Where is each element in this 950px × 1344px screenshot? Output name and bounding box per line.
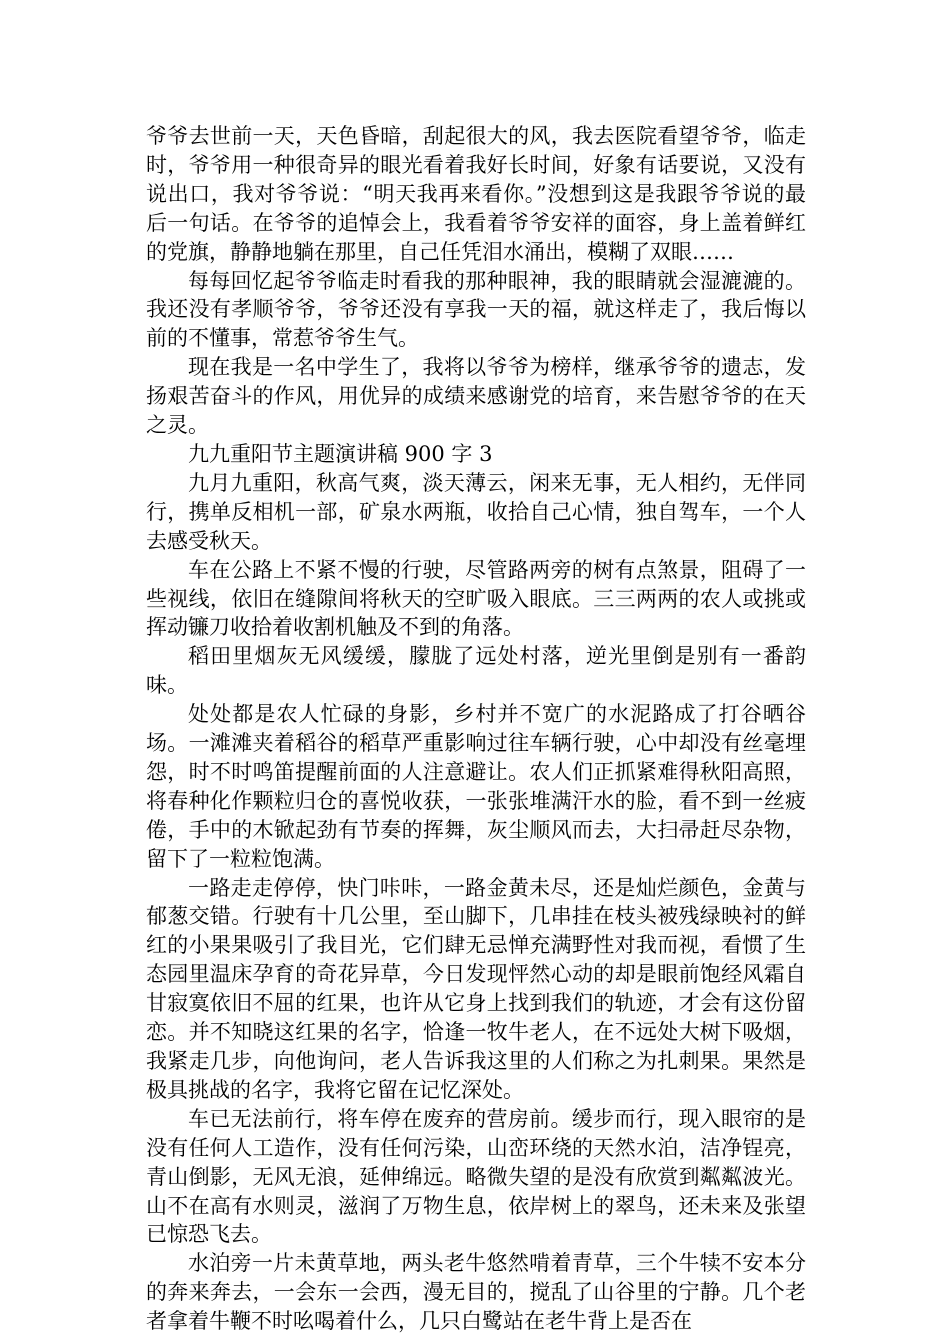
paragraph-resolution: 现在我是一名中学生了，我将以爷爷为榜样，继承爷爷的遗志，发扬艰苦奋斗的作风，用优异的成绩来感谢党的培育，来告慰爷爷的在天之灵。 — [146, 355, 806, 438]
paragraph-rice-field: 稻田里烟灰无风缓缓，朦胧了远处村落，逆光里倒是别有一番韵味。 — [146, 644, 806, 698]
paragraph-road-drive: 车在公路上不紧不慢的行驶，尽管路两旁的树有点煞景，阻碍了一些视线，依旧在缝隙间将秋天的空旷吸入眼底。三三两两的农人或挑或挥动镰刀收拾着收割机触及不到的角落。 — [146, 557, 806, 640]
document-body — [146, 122, 806, 1336]
paragraph-grassland-cattle: 水泊旁一片未黄草地，两头老牛悠然啃着青草，三个牛犊不安本分的奔来奔去，一会东一会西，漫无目的，搅乱了山谷里的宁静。几个老者拿着牛鞭不时吆喝着什么，几只白鹭站在老牛背上是否在 — [146, 1251, 806, 1334]
paragraph-farmers: 处处都是农人忙碌的身影，乡村并不宽广的水泥路成了打谷晒谷场。一滩滩夹着稻谷的稻草严重影响过往车辆行驶，心中却没有丝毫埋怨，时不时鸣笛提醒前面的人注意避让。农人们正抓紧难得秋阳高照，将春种化作颗粒归仓的喜悦收获，一张张堆满汗水的脸，看不到一丝疲倦，手中的木锨起劲有节奏的挥舞，灰尘顺风而去，大扫帚赶尽杂物，留下了一粒粒饱满。 — [146, 702, 806, 871]
paragraph-double-ninth-trip: 九月九重阳，秋高气爽，淡天薄云，闲来无事，无人相约，无伴同行，携单反相机一部，矿泉水两瓶，收拾自己心情，独自驾车，一个人去感受秋天。 — [146, 470, 806, 553]
paragraph-grandfather-passing: 爷爷去世前一天，天色昏暗，刮起很大的风，我去医院看望爷爷，临走时，爷爷用一种很奇异的眼光看着我好长时间，好象有话要说，又没有说出口，我对爷爷说：“明天我再来看你。”没想到这是我跟爷爷说的最后一句话。在爷爷的追悼会上，我看着爷爷安祥的面容，身上盖着鲜红的党旗，静静地躺在那里，自己任凭泪水涌出，模糊了双眼…… — [146, 124, 806, 264]
section-heading: 九九重阳节主题演讲稿 900 字 3 — [188, 441, 493, 466]
paragraph-lake: 车已无法前行，将车停在废弃的营房前。缓步而行，现入眼帘的是没有任何人工造作，没有任何污染，山峦环绕的天然水泊，洁净锃亮，青山倒影，无风无浪，延伸绵远。略微失望的是没有欣赏到粼粼波光。山不在高有水则灵，滋润了万物生息，依岸树上的翠鸟，还未来及张望已惊恐飞去。 — [146, 1106, 806, 1247]
paragraph-memory-regret: 每每回忆起爷爷临走时看我的那种眼神，我的眼睛就会湿漉漉的。我还没有孝顺爷爷，爷爷还没有享我一天的福，就这样走了，我后悔以前的不懂事，常惹爷爷生气。 — [146, 268, 806, 351]
paragraph-red-berries: 一路走走停停，快门咔咔，一路金黄未尽，还是灿烂颜色，金黄与郁葱交错。行驶有十几公里，至山脚下，几串挂在枝头被残绿映衬的鲜红的小果果吸引了我目光，它们肆无忌惮充满野性对我而视，看惯了生态园里温床孕育的奇花异草，今日发现怦然心动的却是眼前饱经风霜自甘寂寞依旧不屈的红果，也许从它身上找到我们的轨迹，才会有这份留恋。并不知晓这红果的名字，恰逢一牧牛老人，在不远处大树下吸烟，我紧走几步，向他询问，老人告诉我这里的人们称之为扎刺果。果然是极具挑战的名字，我将它留在记忆深处。 — [146, 875, 806, 1102]
